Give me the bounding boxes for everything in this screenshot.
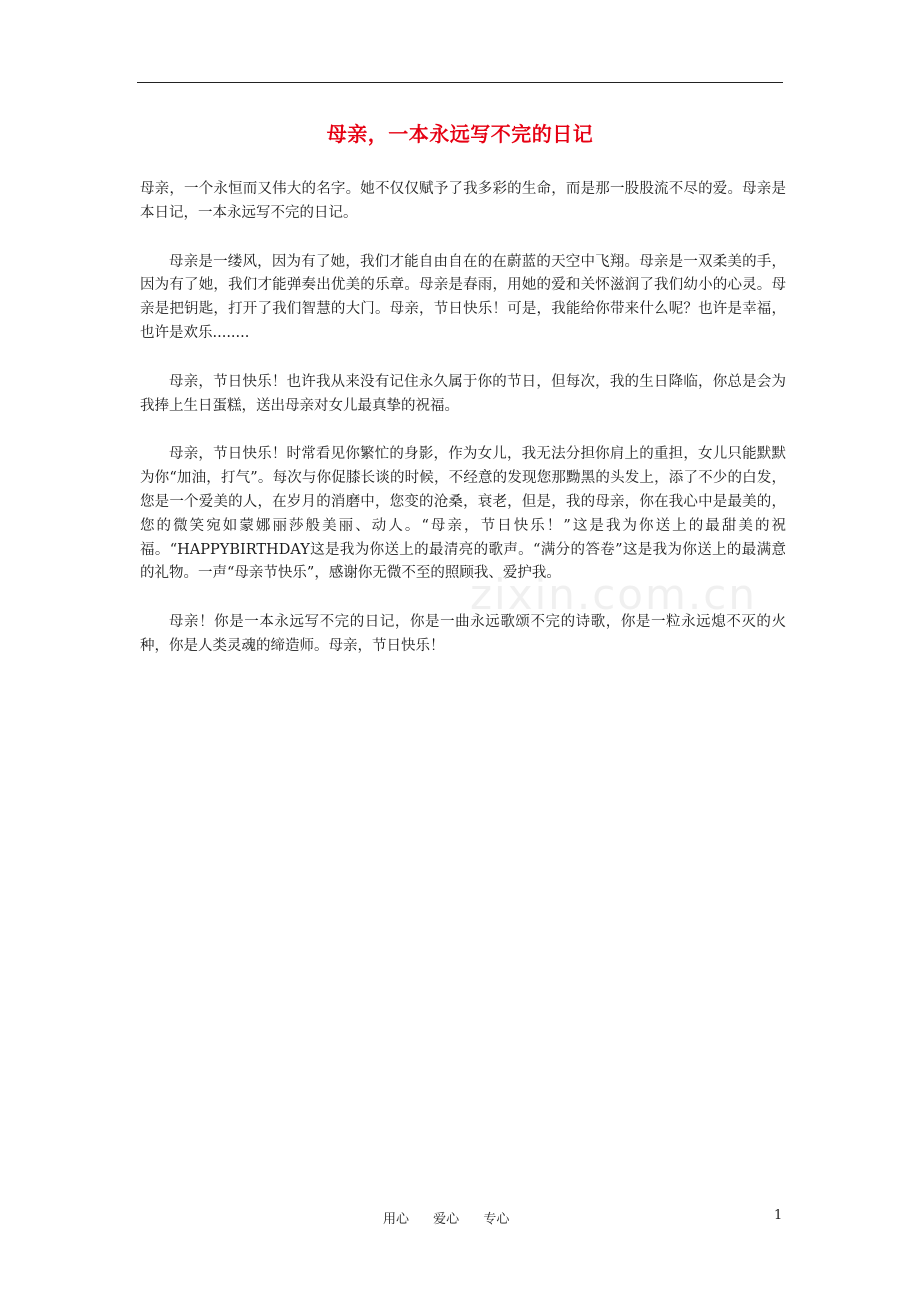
header-rule [137, 82, 783, 83]
watermark: zixin.com.cn [470, 570, 757, 619]
page-number: 1 [774, 1208, 783, 1223]
footer-motto-item: 爱心 [433, 1212, 460, 1227]
paragraph: 母亲！你是一本永远写不完的日记，你是一曲永远歌颂不完的诗歌，你是一粒永远熄不灭的火种，你是人类灵魂的缔造师。母亲，节日快乐！ [140, 614, 786, 654]
paragraph: 母亲，一个永恒而又伟大的名字。她不仅仅赋予了我多彩的生命，而是那一股股流不尽的爱。母亲是本日记，一本永远写不完的日记。 [140, 181, 786, 221]
footer-motto [383, 1208, 543, 1227]
paragraph: 母亲，节日快乐！也许我从来没有记住永久属于你的节日，但每次，我的生日降临，你总是会为我捧上生日蛋糕，送出母亲对女儿最真挚的祝福。 [140, 373, 786, 414]
document-body [140, 178, 786, 684]
document-title: 母亲，一本永远写不完的日记 [326, 122, 594, 146]
paragraph: 母亲是一缕风，因为有了她，我们才能自由自在的在蔚蓝的天空中飞翔。母亲是一双柔美的手，因为有了她，我们才能弹奏出优美的乐章。母亲是春雨，用她的爱和关怀滋润了我们幼小的心灵。母亲是把钥匙，打开了我们智慧的大门。母亲，节日快乐！可是，我能给你带来什么呢？也许是幸福，也许是欢乐........ [140, 253, 786, 341]
paragraph: 母亲，节日快乐！时常看见你繁忙的身影，作为女儿，我无法分担你肩上的重担，女儿只能默默为你“加油，打气”。每次与你促膝长谈的时候，不经意的发现您那黝黑的头发上，添了不少的白发，您是一个爱美的人，在岁月的消磨中，您变的沧桑，衰老，但是，我的母亲，你在我心中是最美的，您的微笑宛如蒙娜丽莎般美丽、动人。“母亲，节日快乐！”这是我为你送上的最甜美的祝福。“HAPPYBIRTHDAY这是我为你送上的最清亮的歌声。“满分的答卷”这是我为你送上的最满意的礼物。一声“母亲节快乐”，感谢你无微不至的照顾我、爱护我。 [140, 446, 786, 582]
footer-motto-item: 专心 [483, 1212, 510, 1227]
footer-motto-item: 用心 [383, 1212, 410, 1227]
